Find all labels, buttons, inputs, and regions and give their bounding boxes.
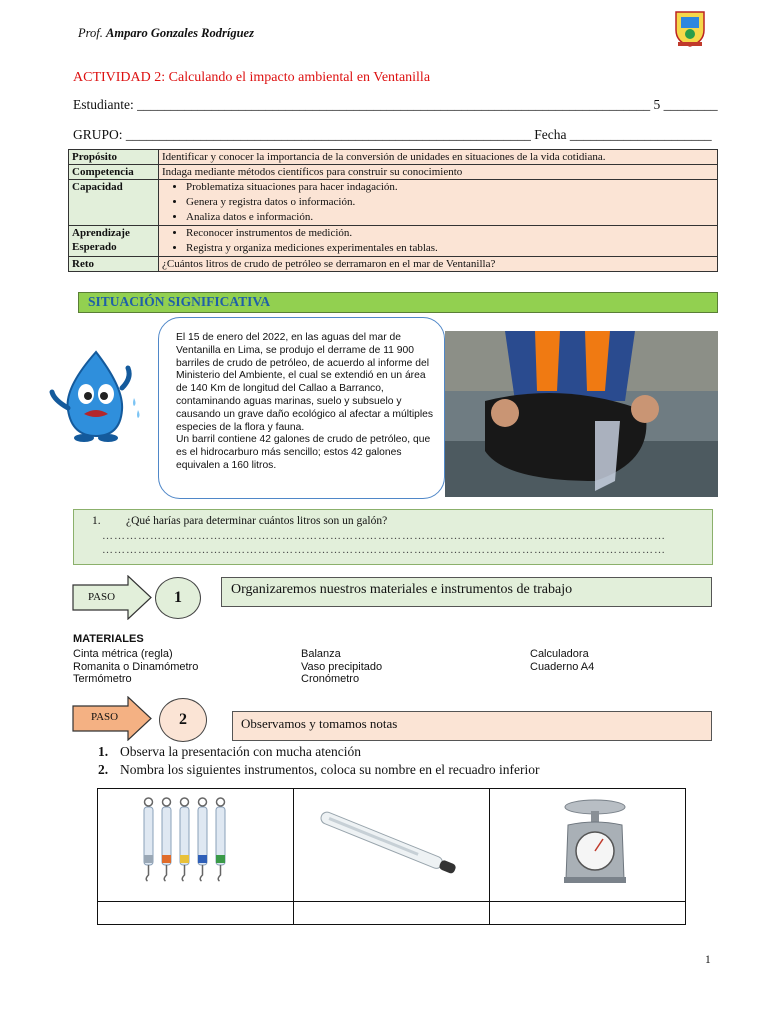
competencia-value: Indaga mediante métodos científicos para construir su conocimiento bbox=[159, 165, 718, 180]
instrument-name-cell[interactable] bbox=[294, 902, 490, 925]
proposito-value: Identificar y conocer la importancia de la conversión de unidades en situaciones de la vida cotidiana. bbox=[159, 150, 718, 165]
table-row bbox=[69, 180, 718, 226]
materiales-title: MATERIALES bbox=[73, 633, 144, 645]
list-item: • Genera y registra datos o información. bbox=[186, 195, 714, 210]
reto-label: Reto bbox=[69, 257, 159, 272]
list-item: Vaso precipitado bbox=[301, 660, 383, 673]
instruction-2: 2. Nombra los siguientes instrumentos, coloca su nombre en el recuadro inferior bbox=[98, 762, 540, 777]
paso-label: PASO bbox=[88, 591, 116, 603]
step-number-1: 1 bbox=[155, 577, 201, 619]
table-row bbox=[98, 902, 686, 925]
oil-spill-photo bbox=[445, 331, 718, 497]
group-date-field[interactable]: GRUPO: ____________________________________________________________ Fecha _____________________ bbox=[73, 127, 712, 142]
thermometer-icon bbox=[294, 789, 489, 896]
instrument-table bbox=[97, 788, 686, 925]
table-row bbox=[69, 257, 718, 272]
list-item: Balanza bbox=[301, 648, 341, 660]
table-row bbox=[69, 165, 718, 180]
step2-text: Observamos y tomamos notas bbox=[241, 716, 398, 731]
list-item: • Analiza datos e información. bbox=[186, 210, 714, 225]
competencia-label: Competencia bbox=[69, 165, 159, 180]
instruction-1: 1. Observa la presentación con mucha atención bbox=[98, 744, 362, 759]
list-item: Cronómetro bbox=[301, 673, 360, 685]
list-item: • Problematiza situaciones para hacer indagación. bbox=[186, 180, 714, 195]
worried-water-drop-icon bbox=[44, 348, 144, 444]
list-item: Termómetro bbox=[73, 673, 132, 685]
situacion-header: SITUACIÓN SIGNIFICATIVA bbox=[78, 292, 718, 313]
step1-text: Organizaremos nuestros materiales e instrumentos de trabajo bbox=[231, 582, 573, 597]
dynamometers-icon bbox=[98, 789, 293, 896]
kitchen-scale-icon bbox=[490, 789, 685, 896]
aprendizaje-label: Aprendizaje Esperado bbox=[69, 226, 159, 257]
activity-title: ACTIVIDAD 2: Calculando el impacto ambiental en Ventanilla bbox=[73, 70, 431, 85]
reto-value: ¿Cuántos litros de crudo de petróleo se derramaron en el mar de Ventanilla? bbox=[159, 257, 718, 272]
school-logo-icon bbox=[672, 8, 708, 48]
list-item: Calculadora bbox=[530, 648, 589, 660]
list-item: • Reconocer instrumentos de medición. bbox=[186, 226, 714, 241]
answer-line[interactable]: …………………………………………………………………………………………………………………………… bbox=[102, 530, 666, 542]
list-item: Romanita o Dinamómetro bbox=[73, 660, 199, 673]
proposito-label: Propósito bbox=[69, 150, 159, 165]
materiales-col-1 bbox=[73, 648, 198, 686]
student-field[interactable]: Estudiante: ____________________________________________________________________________ 5 ________ bbox=[73, 97, 718, 112]
story-text: El 15 de enero del 2022, en las aguas del mar de Ventanilla en Lima, se produjo el derrame de 11 900 barriles de crudo de petróleo, de acuerdo al informe del Ministerio del Ambiente, el cual se extendió en un área de 140 Km de longitud del Callao a Barranco, contaminando aguas marinas, suelo y subsuelo y causando un grave daño ecológico al afectar a múltiples especies de la flora y fauna. Un barril contiene 42 galones de crudo de petróleo, que es el hidrocarburo más sencillo; estos 42 galones equivalen a 160 litros. bbox=[176, 332, 434, 471]
table-row bbox=[69, 226, 718, 257]
info-table bbox=[68, 149, 718, 272]
materiales-col-2 bbox=[301, 648, 382, 686]
materiales-col-3 bbox=[530, 648, 594, 673]
table-row bbox=[98, 789, 686, 902]
step-number-2: 2 bbox=[159, 698, 207, 742]
page-number: 1 bbox=[705, 954, 711, 966]
question-text: 1. ¿Qué harías para determinar cuántos litros son un galón? bbox=[92, 515, 388, 527]
list-item: Cuaderno A4 bbox=[530, 660, 595, 673]
list-item: • Registra y organiza mediciones experimentales en tablas. bbox=[186, 241, 714, 256]
capacidad-list bbox=[162, 180, 714, 225]
instrument-name-cell[interactable] bbox=[98, 902, 294, 925]
instrument-name-cell[interactable] bbox=[490, 902, 686, 925]
teacher-name: Prof. Amparo Gonzales Rodríguez bbox=[78, 26, 254, 40]
table-row bbox=[69, 150, 718, 165]
capacidad-label: Capacidad bbox=[69, 180, 159, 226]
answer-line[interactable]: …………………………………………………………………………………………………………………………… bbox=[102, 544, 666, 556]
paso-label: PASO bbox=[91, 711, 119, 723]
list-item: Cinta métrica (regla) bbox=[73, 648, 173, 660]
aprendizaje-list bbox=[162, 226, 714, 256]
